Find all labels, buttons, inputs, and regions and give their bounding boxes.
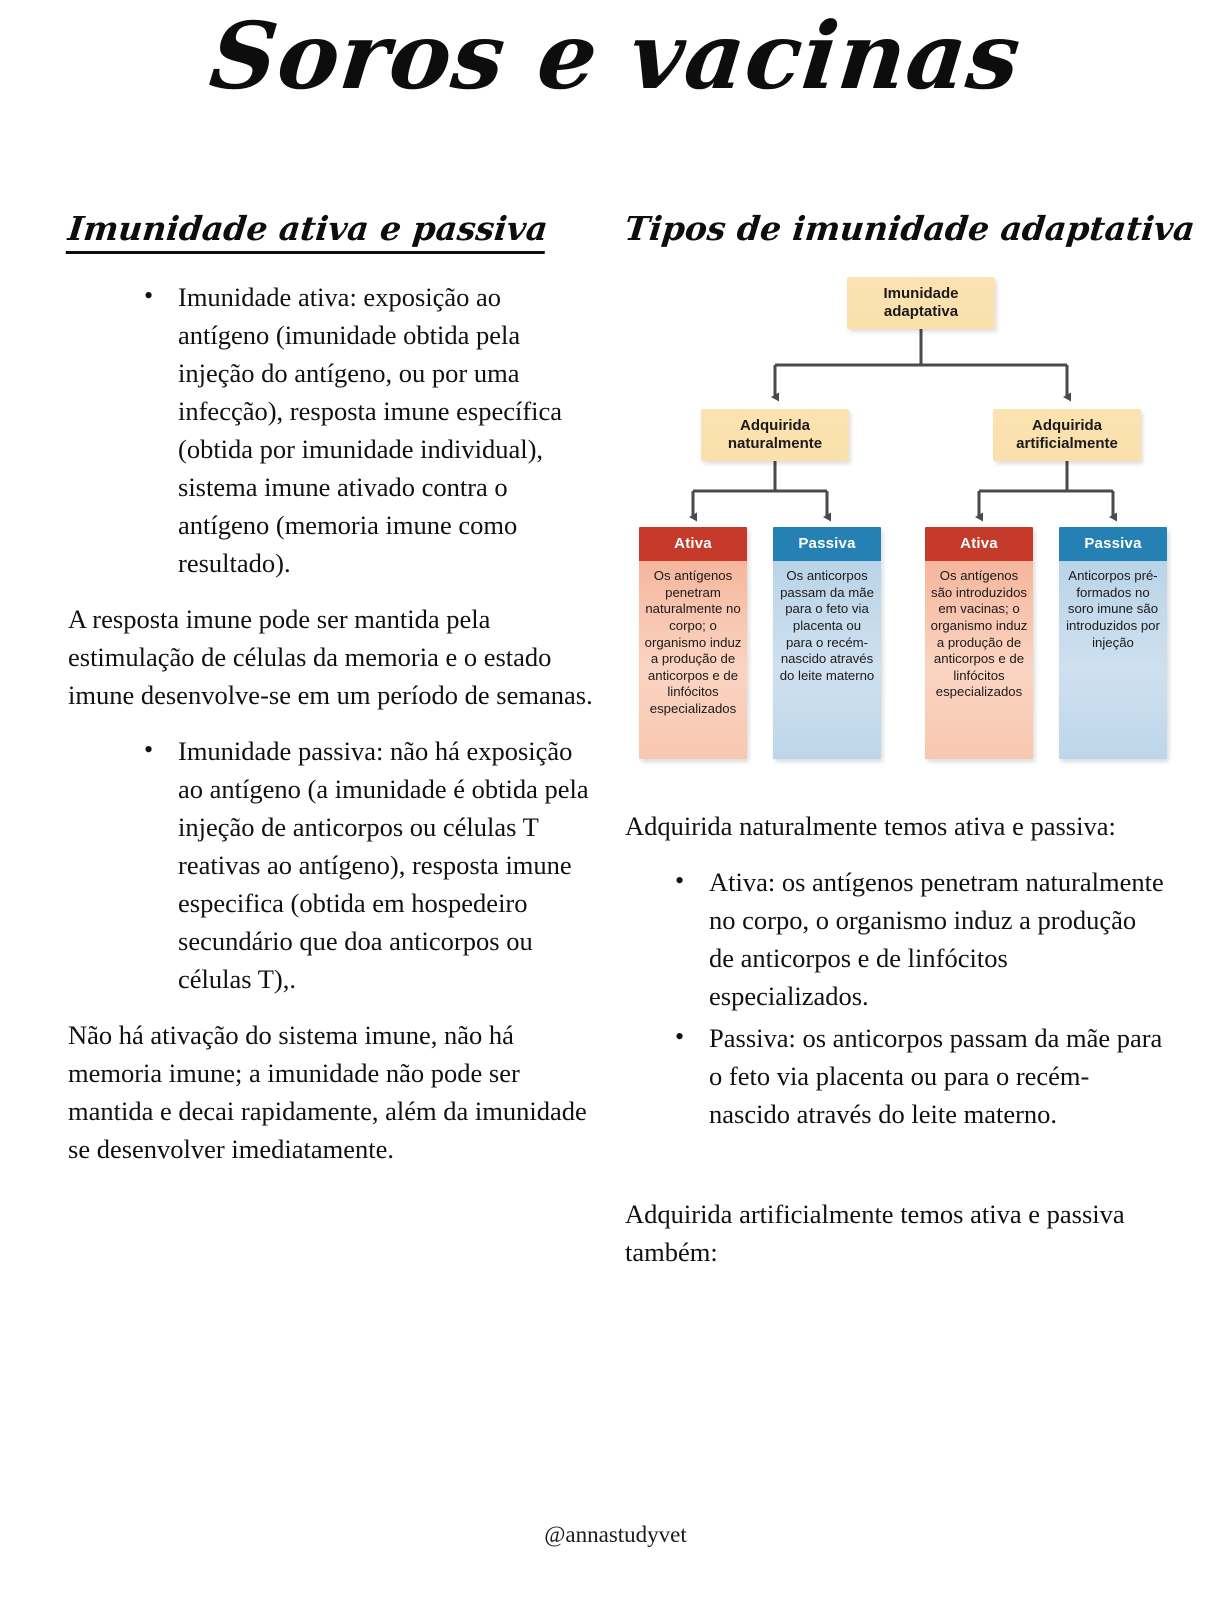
card-body: Anticorpos pré-formados no soro imune são introduzidos por injeção: [1059, 561, 1167, 759]
card-body: Os antígenos penetram naturalmente no corpo; o organismo induz a produção de anticorpos e de linfócitos especializados: [639, 561, 747, 759]
card-header: Passiva: [773, 527, 881, 561]
list-item: • Imunidade passiva: não há exposição ao antígeno (a imunidade é obtida pela injeção de anticorpos ou células T reativas ao antígeno), resposta imune especifica (obtida em hospedeiro secundário que doa anticorpos ou células T),.: [144, 732, 596, 998]
card-header: Passiva: [1059, 527, 1167, 561]
list-item: • Passiva: os anticorpos passam da mãe para o feto via placenta ou para o recém-nascido através do leite materno.: [675, 1019, 1165, 1133]
left-bullet-list-2: [68, 732, 596, 998]
left-column-heading-wrap: [68, 208, 596, 268]
right-column: [622, 208, 1197, 1289]
heading-tipos-de-imunidade-adaptativa: Tipos de imunidade adaptativa: [622, 209, 1197, 248]
right-bullet-list: [625, 863, 1165, 1133]
page-title: Soros e vacinas: [205, 2, 1026, 110]
left-column: [68, 208, 596, 1186]
heading-imunidade-ativa-e-passiva: Imunidade ativa e passiva: [66, 208, 550, 254]
diagram-card-artificial-ativa: [925, 527, 1033, 759]
left-paragraph-2: Não há ativação do sistema imune, não há memoria imune; a imunidade não pode ser mantida e decai rapidamente, além da imunidade se desenvolver imediatamente.: [68, 1020, 587, 1165]
card-header: Ativa: [925, 527, 1033, 561]
left-paragraph-1: A resposta imune pode ser mantida pela estimulação de células da memoria e o estado imune desenvolve-se em um período de semanas.: [68, 604, 593, 711]
right-column-heading-wrap: [622, 208, 1197, 263]
card-body: Os antígenos são introduzidos em vacinas; o organismo induz a produção de anticorpos e de linfócitos especializados: [925, 561, 1033, 759]
diagram-node-adquirida-artificialmente: Adquirida artificialmente: [993, 409, 1141, 461]
diagram-node-imunidade-adaptativa: Imunidade adaptativa: [847, 277, 995, 329]
diagram-card-artificial-passiva: [1059, 527, 1167, 759]
list-item: • Imunidade ativa: exposição ao antígeno (imunidade obtida pela injeção do antígeno, ou por uma infecção), resposta imune específica (obtida por imunidade individual), sistema imune ativado contra o antígeno (memoria imune como resultado).: [144, 278, 596, 582]
left-bullet-list-1: [68, 278, 596, 582]
right-paragraph-1: Adquirida naturalmente temos ativa e passiva:: [625, 811, 1116, 842]
diagram-card-natural-ativa: [639, 527, 747, 759]
card-body: Os anticorpos passam da mãe para o feto via placenta ou para o recém-nascido através do leite materno: [773, 561, 881, 759]
imunidade-adaptativa-diagram: [625, 269, 1165, 789]
diagram-card-natural-passiva: [773, 527, 881, 759]
card-header: Ativa: [639, 527, 747, 561]
list-item: • Ativa: os antígenos penetram naturalmente no corpo, o organismo induz a produção de anticorpos e de linfócitos especializados.: [675, 863, 1165, 1015]
right-paragraph-2: Adquirida artificialmente temos ativa e passiva também:: [625, 1199, 1125, 1268]
footer-watermark-handle: @annastudyvet: [544, 1522, 687, 1547]
diagram-node-adquirida-naturalmente: Adquirida naturalmente: [701, 409, 849, 461]
